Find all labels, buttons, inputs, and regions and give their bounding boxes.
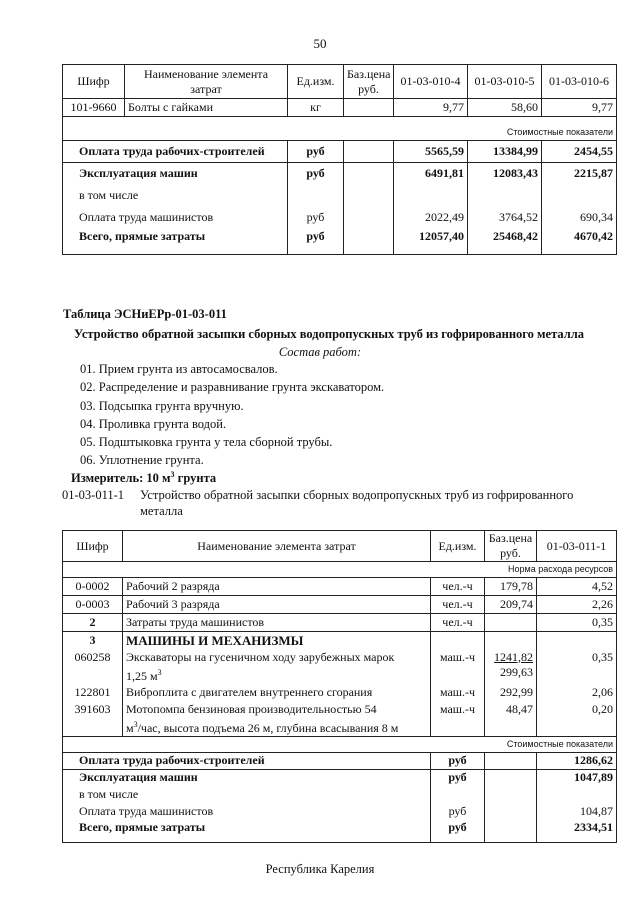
summary-row: в том числе [63,185,617,207]
footer-region: Республика Карелия [265,862,375,876]
header-price: Баз.цена руб. [344,65,394,99]
header-code: Шифр [63,65,125,99]
work-item: 05. Подштыковка грунта у тела сборной трубы. [80,435,333,449]
table-resources-010 [62,64,617,255]
table-header [63,65,617,99]
summary-row: Всего, прямые затраты руб 2334,51 [63,820,617,842]
summary-row: Эксплуатация машин руб 1047,89 [63,769,617,786]
header-col3: 01-03-010-6 [542,65,617,99]
table-row: 391603 Мотопомпа бензиновая производительностью 54 $м^3$/час, высота подъема 26 м, глубина всасывания 8 м маш.-ч 48,47 0,20 [63,702,617,737]
summary-row: Оплата труда рабочих-строителей руб 5565,59 13384,99 2454,55 [63,141,617,163]
table-row: 122801 Виброплита с двигателем внутреннего сгорания маш.-ч 292,99 2,06 [63,684,617,702]
table-row: 060258 Экскаваторы на гусеничном ходу зарубежных марок 1,25 $м^3$ маш.-ч 1241,82 299,63 0,35 [63,650,617,684]
section-row-machines: 3 МАШИНЫ И МЕХАНИЗМЫ [63,632,617,650]
summary-row: Эксплуатация машин руб 6491,81 12083,43 2215,87 [63,163,617,185]
table-title: Таблица ЭСНиЕРр-01-03-011 [63,307,227,321]
cost-label-row [63,125,617,141]
norm-label: Норма расхода ресурсов [63,562,617,578]
header-unit: Ед.изм. [288,65,344,99]
summary-row: в том числе [63,786,617,803]
header-col1: 01-03-010-4 [394,65,468,99]
item-code: 01-03-011-1 [62,488,125,502]
table-header: Шифр Наименование элемента затрат Ед.изм. Баз.цена руб. 01-03-011-1 [63,531,617,562]
table-row: 0-0003 Рабочий 3 разряда чел.-ч 209,74 2,26 [63,596,617,614]
header-col2: 01-03-010-5 [468,65,542,99]
works-title: Состав работ: [278,345,362,359]
cost-label: Стоимостные показатели [63,125,617,141]
work-item: 03. Подсыпка грунта вручную. [80,399,244,413]
item-text: Устройство обратной засыпки сборных водопропускных труб из гофрированного [140,488,574,502]
work-item: 06. Уплотнение грунта. [80,453,204,467]
table-subtitle: Устройство обратной засыпки сборных водопропускных труб из гофрированного металла [74,327,585,341]
table-row: 2 Затраты труда машинистов чел.-ч 0,35 [63,614,617,632]
summary-row: Всего, прямые затраты руб 12057,40 25468,42 4670,42 [63,229,617,255]
header-name: Наименование элемента затрат [125,65,288,99]
summary-row: Оплата труда машинистов руб 104,87 [63,803,617,820]
work-item: 04. Проливка грунта водой. [80,417,227,431]
table-resources-011 [62,530,617,843]
summary-row: Оплата труда рабочих-строителей руб 1286,62 [63,752,617,769]
page-number: 50 [313,36,327,51]
item-text-2: металла [140,504,183,518]
table-row: 101-9660 Болты с гайками кг 9,77 58,60 9,77 [63,99,617,117]
work-item: 01. Прием грунта из автосамосвалов. [80,362,278,376]
meter-label: Измеритель: 10 $м^3$ грунта [71,470,217,486]
cost-label: Стоимостные показатели [63,736,617,752]
work-item: 02. Распределение и разравнивание грунта экскаватором. [80,380,385,394]
table-row: 0-0002 Рабочий 2 разряда чел.-ч 179,78 4,52 [63,578,617,596]
summary-row: Оплата труда машинистов руб 2022,49 3764,52 690,34 [63,207,617,229]
